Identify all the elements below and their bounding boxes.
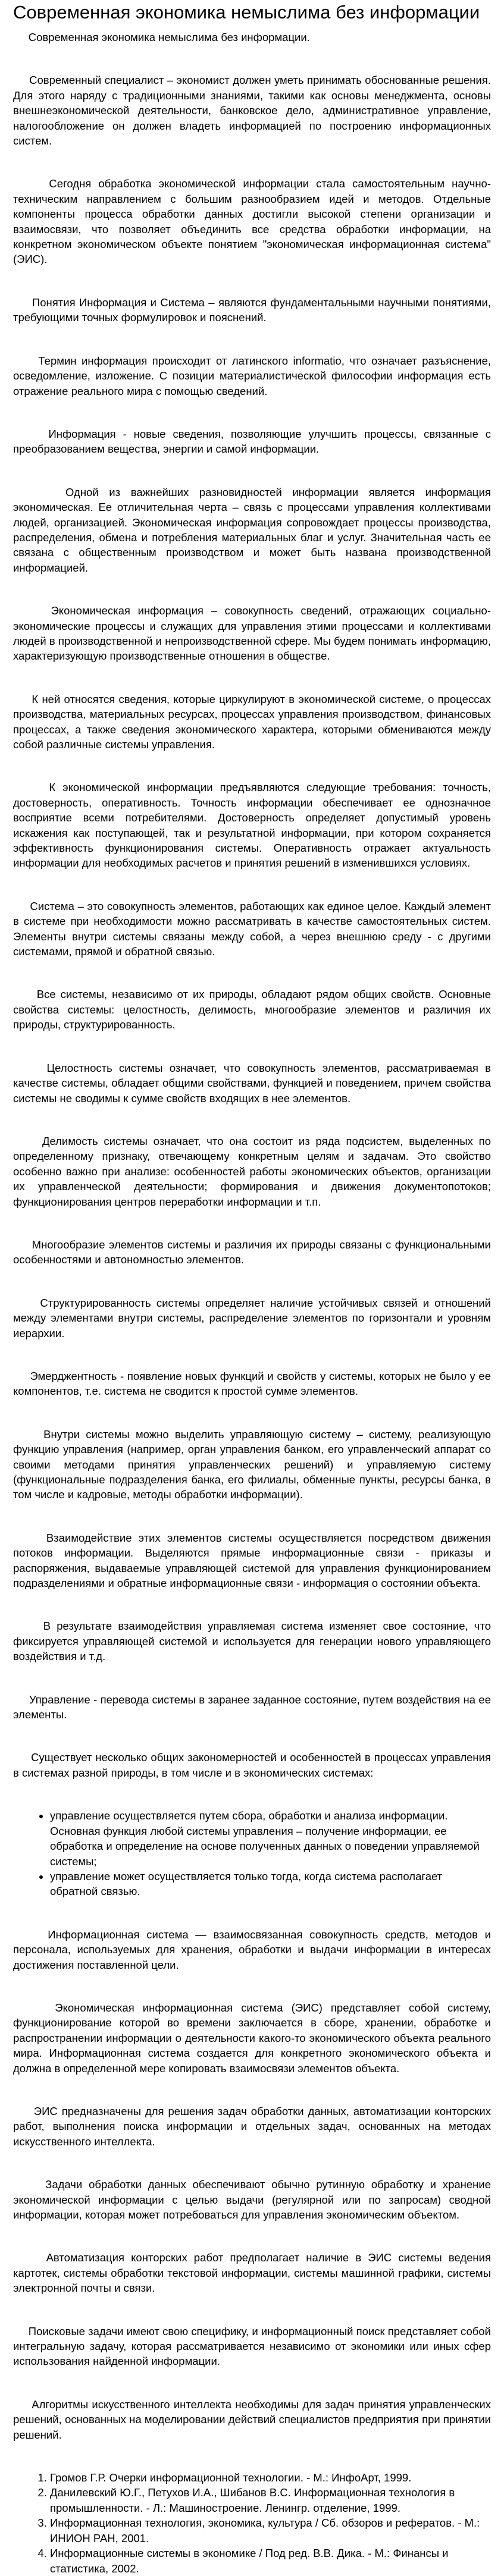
paragraph: В результате взаимодействия управляемая система изменяет свое состояние, что фиксируется управляющей системой и используется для генерации нового управляющего воздействия и т.д. — [13, 1620, 494, 1663]
paragraph: Задачи обработки данных обеспечивают обычно рутинную обработку и хранение экономической информации с целью выдачи (регулярной или по запросам) сводной информации, которая может потребоваться для управления экономическим объектом. — [13, 2178, 494, 2221]
article — [0, 1, 504, 2576]
article-title: Современная экономика немыслима без информации — [13, 2, 480, 23]
reference-item: 1. Громов Г.Р. Очерки информационной технологии. - М.: ИнфоАрт, 1999. — [50, 2470, 491, 2485]
paragraph: Автоматизация конторских работ предполагает наличие в ЭИС системы ведения картотек, системы обработки текстовой информации, системы машинной графики, системы электронной почты и связи. — [13, 2251, 494, 2295]
paragraph: Управление - перевода системы в заранее заданное состояние, путем воздействия на ее элементы. — [13, 1693, 494, 1721]
paragraph: ЭИС предназначены для решения задач обработки данных, автоматизации конторских работ, выполнения поиска информации и отдельных задач, основанных на методах искусственного интеллекта. — [13, 2104, 494, 2148]
article-body — [13, 51, 494, 1808]
paragraph: Существует несколько общих закономерностей и особенностей в процессах управления в системах разной природы, в том числе и в экономических системах: — [13, 1751, 494, 1779]
paragraph: Экономическая информация – совокупность сведений, отражающих социально-экономические процессы и служащих для управления этими процессами и коллективами людей в производственной и непроизводственной сфере. Мы будем понимать информацию, характеризующую производственные отношения в обществе. — [13, 604, 494, 663]
paragraph: К ней относятся сведения, которые циркулируют в экономической системе, о процессах производства, материальных ресурсах, процессах управления производством, финансовых процессах, а также сведения экономического характера, которыми обмениваются между собой различные системы управления. — [13, 692, 494, 751]
paragraph: Понятия Информация и Система – являются фундаментальными научными понятиями, требующими точных формулировок и пояснений. — [13, 296, 494, 324]
paragraph: Система – это совокупность элементов, работающих как единое целое. Каждый элемент в системе при необходимости можно рассматривать в качестве самостоятельных систем. Элементы внутри системы связаны между собой, а через внешнюю среду - с другими системами, прямой и обратной связью. — [13, 899, 494, 958]
paragraph: Сегодня обработка экономической информации стала самостоятельным научно-техническим направлением с большим разнообразием идей и методов. Отдельные компоненты процесса обработки данных достигли высокой степени организации и взаимосвязи, что позволяет объединить все средства обработки информации, на конкретном экономическом объекте понятием "экономическая информационная система" (ЭИС). — [13, 177, 494, 266]
paragraph: Все системы, независимо от их природы, обладают рядом общих свойств. Основные свойства системы: целостность, делимость, многообразие элементов и различия их природы, структурированность. — [13, 988, 494, 1031]
paragraph: Структурированность системы определяет наличие устойчивых связей и отношений между элементами внутри системы, распределение элементов по горизонтали и уровням иерархии. — [13, 1296, 494, 1339]
bullet-list — [13, 1808, 491, 1899]
intro-paragraph: Современная экономика немыслима без информации. — [13, 31, 310, 43]
reference-item: 2. Данилевский Ю.Г., Петухов И.А., Шибанов В.С. Информационная технология в промышленности. - Л.: Машиностроение. Ленингр. отделение, 1999. — [50, 2485, 491, 2515]
paragraph: К экономической информации предъявляются следующие требования: точность, достоверность, оперативность. Точность информации обеспечивает ее однозначное восприятие всеми потребителями. Достоверность определяет допустимый уровень искажения как поступающей, так и результатной информации, при котором сохраняется эффективность функционирования системы. Оперативность отражает актуальность информации для необходимых расчетов и принятия решений в изменившихся условиях. — [13, 781, 494, 870]
reference-item: 3. Информационная технология, экономика, культура / Сб. обзоров и рефератов. - М.: ИНИОН РАН, 2001. — [50, 2515, 491, 2546]
paragraph: Алгоритмы искусственного интеллекта необходимы для задач принятия управленческих решений, основанных на моделировании действий специалистов предприятия при принятии решений. — [13, 2398, 494, 2441]
paragraph: Информационная система — взаимосвязанная совокупность средств, методов и персонала, используемых для хранения, обработки и выдачи информации в интересах достижения поставленной цели. — [13, 1928, 494, 1971]
paragraph: Термин информация происходит от латинского informatio, что означает разъяснение, осведомление, изложение. С позиции материалистической философии информация есть отражение реального мира с помощью сведений. — [13, 354, 494, 397]
paragraph: Взаимодействие этих элементов системы осуществляется посредством движения потоков информации. Выделяются прямые информационные связи - приказы и распоряжения, выдаваемые управляющей системой для управления функционированием подразделениями и обратные информационные связи - информация о состоянии объекта. — [13, 1531, 494, 1590]
paragraph: Внутри системы можно выделить управляющую систему – систему, реализующую функцию управления (например, орган управления банком, его управленческий аппарат со своими методами принятия управленческих решений) и управляемую систему (функциональные подразделения банка, его филиалы, обменные пункты, ресурсы банка, в том числе и кадровые, методы обработки информации). — [13, 1427, 494, 1501]
paragraph: Одной из важнейших разновидностей информации является информация экономическая. Ее отличительная черта – связь с процессами управления коллективами людей, организацией. Экономическая информация сопровождает процессы производства, распределения, обмена и потребления материальных благ и услуг. Значительная часть ее связана с общественным производством и может быть названа производственной информацией. — [13, 485, 494, 574]
paragraph: Делимость системы означает, что она состоит из ряда подсистем, выделенных по определенному признаку, отвечающему конкретным целям и задачам. Это свойство особенно важно при анализе: особенностей работы экономических объектов, организации их управленческой деятельности; формирования и движения документопотоков; функционирования центров переработки информации и т.п. — [13, 1134, 494, 1208]
paragraph: Современный специалист – экономист должен уметь принимать обоснованные решения. Для этого наряду с традиционными знаниями, такими как основы менеджмента, основы внешнеэкономической деятельности, банковское дело, административное управление, налогообложение он должен владеть информацией по построению информационных систем. — [13, 74, 494, 148]
paragraph: Целостность системы означает, что совокупность элементов, рассматриваемая в качестве системы, обладает общими свойствами, функцией и поведением, причем свойства системы не сводимы к сумме свойств входящих в нее элементов. — [13, 1061, 494, 1105]
paragraph: Экономическая информационная система (ЭИС) представляет собой систему, функционирование которой во времени заключается в сборе, хранении, обработке и распространении информации о деятельности какого-то экономического объекта реального мира. Информационная система создается для конкретного экономического объекта и должна в определенной мере копировать взаимосвязи элементов объекта. — [13, 2001, 494, 2075]
references-list — [13, 2470, 491, 2576]
list-item: • управление может осуществляется только тогда, когда система располагает обратной связью. — [50, 1869, 491, 1899]
paragraph: Эмерджентность - появление новых функций и свойств у системы, которых не было у ее компонентов, т.е. система не сводится к простой сумме элементов. — [13, 1369, 494, 1398]
reference-item: 4. Информационные системы в экономике / Под ред. В.В. Дика. - М.: Финансы и статистика, 2002. — [50, 2546, 491, 2576]
paragraph: Поисковые задачи имеют свою специфику, и информационный поиск представляет собой интегральную задачу, которая рассматривается независимо от экономики или иных сфер использования найденной информации. — [13, 2324, 494, 2368]
paragraph: Многообразие элементов системы и различия их природы связаны с функциональными особенностями и автономностью элементов. — [13, 1238, 494, 1266]
list-item: • управление осуществляется путем сбора, обработки и анализа информации. Основная функция любой системы управления – получение информации, ее обработка и определение на основе полученных данных о поведении управляемой системы; — [50, 1808, 491, 1869]
article-body-continued — [13, 1906, 494, 2470]
paragraph: Информация - новые сведения, позволяющие улучшить процессы, связанные с преобразованием вещества, энергии и самой информации. — [13, 427, 494, 456]
